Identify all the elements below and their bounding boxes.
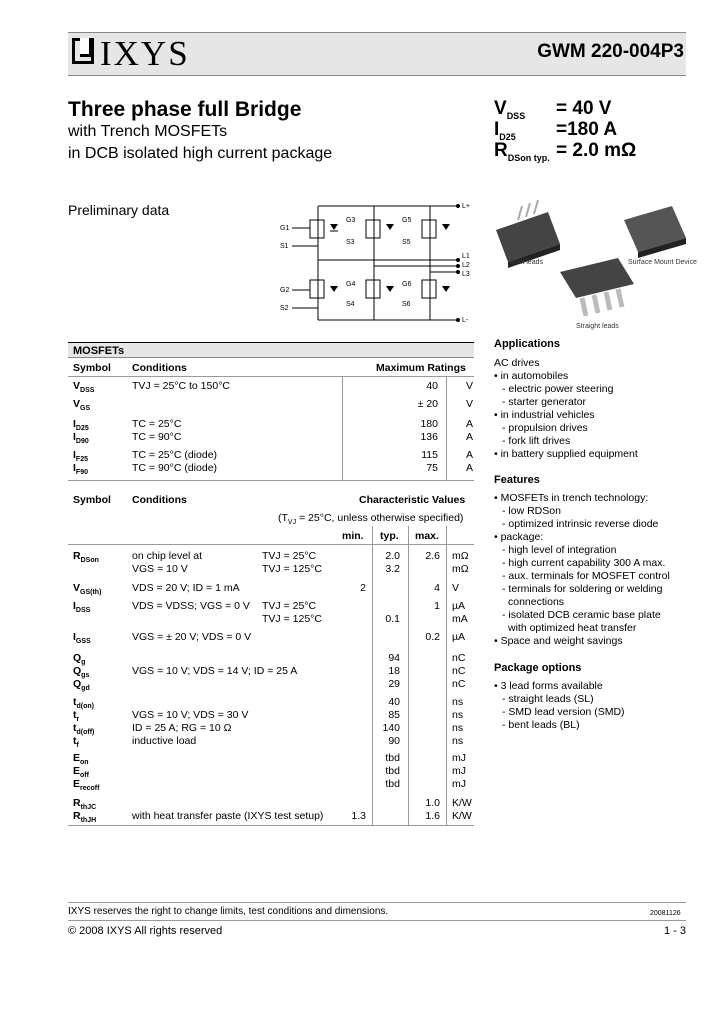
char-row-unit: K/W <box>452 810 472 822</box>
char-row-symbol: $R_{thJH}$ <box>73 810 97 825</box>
side-list-item: • in battery supplied equipment <box>494 448 638 460</box>
char-row-unit: ns <box>452 696 464 708</box>
mos-row-symbol: $I_{D25}$ <box>73 418 89 433</box>
side-list-item: - bent leads (BL) <box>502 719 580 731</box>
char-row-unit: ns <box>452 709 464 721</box>
features-title: Features <box>494 474 540 486</box>
mos-row-condition: TC = 25°C (diode) <box>132 449 218 461</box>
mos-row-symbol: $I_{F25}$ <box>73 449 88 464</box>
char-row-unit: mA <box>452 613 468 625</box>
char-row-symbol: $I_{DSS}$ <box>73 600 91 615</box>
char-row-unit: mΩ <box>452 563 469 575</box>
char-row-unit: V <box>452 582 460 594</box>
char-row-typ: 140 <box>382 722 400 734</box>
char-row-condition-2: TVJ = 25°C <box>262 600 317 612</box>
char-row-symbol: $t_{d(on)}$ <box>73 696 94 711</box>
mos-row-unit: A <box>466 449 474 461</box>
side-list-item: - starter generator <box>502 396 587 408</box>
label-s1: S1 <box>280 243 289 250</box>
date-code: 20081126 <box>650 910 681 917</box>
char-row-condition: VGS = 10 V; VDS = 30 V <box>132 709 249 721</box>
char-note: ($T_{VJ} = 25^\circ C$, unless otherwise specified) <box>278 512 464 527</box>
copyright: © 2008 IXYS All rights reserved <box>68 925 223 937</box>
spec-rdson: $R_{DSon typ.}$ = 2.0 mΩ <box>494 140 637 163</box>
side-list-item: connections <box>508 596 565 608</box>
spec-vdss: $V_{DSS}$ = 40 V <box>494 98 612 121</box>
applications-title: Applications <box>494 338 561 350</box>
char-col-min: min. <box>342 530 364 542</box>
column-divider <box>446 526 447 825</box>
char-row-symbol: $Q_{gd}$ <box>73 678 90 693</box>
char-row-typ: tbd <box>385 778 400 790</box>
char-row-symbol: $R_{DSon}$ <box>73 550 99 565</box>
mos-row-symbol: $V_{DSS}$ <box>73 380 95 395</box>
divider <box>68 480 474 481</box>
char-col-symbol: Symbol <box>73 494 111 506</box>
col-symbol: Symbol <box>73 362 111 374</box>
mos-row-condition: TVJ = 25°C to 150°C <box>132 380 230 392</box>
label-lplus: L+ <box>462 203 470 210</box>
smd-package-image <box>624 206 686 258</box>
label-l1: L1 <box>462 253 470 260</box>
char-row-max: 2.6 <box>425 550 440 562</box>
logo-text: IXYS <box>100 34 190 73</box>
char-row-symbol: $E_{on}$ <box>73 752 89 767</box>
char-row-unit: ns <box>452 735 464 747</box>
mos-row-unit: A <box>466 418 474 430</box>
label-g5: G5 <box>402 217 412 224</box>
side-list-item: • MOSFETs in trench technology: <box>494 492 649 504</box>
preliminary-label: Preliminary data <box>68 202 170 218</box>
side-list-item: - high current capability 300 A max. <box>502 557 666 569</box>
label-s4: S4 <box>346 301 355 308</box>
char-row-symbol: $Q_{gs}$ <box>73 665 90 680</box>
char-col-values: Characteristic Values <box>359 494 466 506</box>
ixys-logo-icon <box>72 38 94 64</box>
char-row-symbol: $I_{GSS}$ <box>73 631 91 646</box>
char-row-typ: 94 <box>388 652 400 664</box>
char-row-max: 1.6 <box>425 810 440 822</box>
char-row-condition-2: TVJ = 125°C <box>262 613 322 625</box>
side-list-item: - terminals for soldering or welding <box>502 583 663 595</box>
char-col-conditions: Conditions <box>132 494 187 506</box>
label-s2: S2 <box>280 305 289 312</box>
char-row-max: 0.2 <box>425 631 440 643</box>
char-col-max: max. <box>415 530 439 542</box>
label-s3: S3 <box>346 239 355 246</box>
side-list-item: - straight leads (SL) <box>502 693 594 705</box>
side-list-item: • in industrial vehicles <box>494 409 595 421</box>
mos-row-value: 115 <box>421 449 438 461</box>
mos-row-symbol: $I_{F90}$ <box>73 462 88 477</box>
char-row-typ: 85 <box>388 709 400 721</box>
char-row-symbol: $R_{thJC}$ <box>73 797 97 812</box>
char-col-typ: typ. <box>380 530 399 542</box>
side-list-item: with optimized heat transfer <box>508 622 637 634</box>
disclaimer: IXYS reserves the right to change limits, test conditions and dimensions. <box>68 906 389 917</box>
page-number: 1 - 3 <box>663 925 686 937</box>
side-list-item: - fork lift drives <box>502 435 571 447</box>
caption-straight-leads: Straight leads <box>576 323 619 330</box>
char-row-typ: 90 <box>388 735 400 747</box>
char-row-max: 1 <box>434 600 440 612</box>
char-row-unit: mΩ <box>452 550 469 562</box>
mos-row-condition: TC = 90°C (diode) <box>132 462 218 474</box>
side-list-item: • 3 lead forms available <box>494 680 603 692</box>
char-row-unit: nC <box>452 678 466 690</box>
part-number: GWM 220-004P3 <box>537 41 684 62</box>
side-list-item: • package: <box>494 531 544 543</box>
label-s6: S6 <box>402 301 411 308</box>
label-s5: S5 <box>402 239 411 246</box>
label-g4: G4 <box>346 281 356 288</box>
mos-row-symbol: $I_{D90}$ <box>73 431 89 446</box>
divider <box>68 376 474 377</box>
side-list-item: - isolated DCB ceramic base plate <box>502 609 661 621</box>
char-row-unit: K/W <box>452 797 472 809</box>
footer-divider-bottom <box>68 920 686 921</box>
divider <box>68 544 474 545</box>
package-photos <box>488 200 697 330</box>
char-row-typ: 3.2 <box>385 563 400 575</box>
subtitle-line-2: with Trench MOSFETs <box>68 123 228 140</box>
label-g1: G1 <box>280 225 290 232</box>
char-row-min: 1.3 <box>351 810 366 822</box>
label-g6: G6 <box>402 281 412 288</box>
char-row-condition: with heat transfer paste (IXYS test setup) <box>132 810 324 822</box>
char-row-unit: mJ <box>452 778 466 790</box>
mos-row-value: 40 <box>426 380 438 392</box>
caption-bent-leads: Bent leads <box>510 259 544 266</box>
col-conditions: Conditions <box>132 362 187 374</box>
label-g3: G3 <box>346 217 356 224</box>
col-max-ratings: Maximum Ratings <box>376 362 466 374</box>
char-row-symbol: $t_{d(off)}$ <box>73 722 95 737</box>
bridge-circuit-diagram <box>278 198 478 328</box>
package-options-title: Package options <box>494 662 582 674</box>
char-row-symbol: $t_r$ <box>73 709 80 724</box>
char-row-symbol: $V_{GS(th)}$ <box>73 582 102 597</box>
mos-row-unit: A <box>466 462 474 474</box>
label-lminus: L- <box>462 317 469 324</box>
char-row-condition: VDS = VDSS; VGS = 0 V <box>132 600 250 612</box>
side-list-item: - SMD lead version (SMD) <box>502 706 625 718</box>
mos-row-unit: A <box>466 431 474 443</box>
char-row-max: 4 <box>434 582 440 594</box>
mosfets-section-header: MOSFETs <box>68 342 474 358</box>
label-g2: G2 <box>280 287 290 294</box>
side-list-item: - propulsion drives <box>502 422 588 434</box>
char-row-condition: VGS = ± 20 V; VDS = 0 V <box>132 631 252 643</box>
char-row-condition: inductive load <box>132 735 197 747</box>
side-list-item: • Space and weight savings <box>494 635 623 647</box>
caption-smd: Surface Mount Device <box>628 259 697 266</box>
char-row-max: 1.0 <box>425 797 440 809</box>
char-row-condition: ID = 25 A; RG = 10 Ω <box>132 722 232 734</box>
char-row-condition: VGS = 10 V; VDS = 14 V; ID = 25 A <box>132 665 298 677</box>
char-row-typ: 0.1 <box>385 613 400 625</box>
char-row-condition-2: TVJ = 125°C <box>262 563 322 575</box>
straight-leads-package-image <box>560 258 634 316</box>
bent-leads-package-image <box>496 200 560 268</box>
char-row-unit: µA <box>452 631 466 643</box>
char-row-typ: tbd <box>385 752 400 764</box>
char-row-typ: 40 <box>388 696 400 708</box>
char-row-symbol: $E_{recoff}$ <box>73 778 100 793</box>
char-row-symbol: $Q_g$ <box>73 652 86 667</box>
side-list-item: - aux. terminals for MOSFET control <box>502 570 670 582</box>
column-divider <box>372 526 373 825</box>
mos-row-value: 180 <box>420 418 438 430</box>
char-row-unit: nC <box>452 665 466 677</box>
mos-row-condition: TC = 25°C <box>132 418 182 430</box>
side-list-item: - optimized intrinsic reverse diode <box>502 518 659 530</box>
label-l2: L2 <box>462 262 470 269</box>
side-list-item: - electric power steering <box>502 383 614 395</box>
char-row-unit: mJ <box>452 752 466 764</box>
side-list-item: - low RDSon <box>502 505 561 517</box>
column-divider <box>446 376 447 480</box>
mos-row-value: 136 <box>420 431 438 443</box>
char-row-condition: on chip level at <box>132 550 203 562</box>
spec-id25: $I_{D25}$ =180 A <box>494 119 618 142</box>
page-title: Three phase full Bridge <box>68 98 302 121</box>
char-row-condition-2: TVJ = 25°C <box>262 550 317 562</box>
side-list-item: • in automobiles <box>494 370 569 382</box>
char-row-condition: VDS = 20 V; ID = 1 mA <box>132 582 240 594</box>
subtitle-line-3: in DCB isolated high current package <box>68 145 333 162</box>
side-list-item: AC drives <box>494 357 540 369</box>
mos-row-unit: V <box>466 380 474 392</box>
side-list-item: - high level of integration <box>502 544 617 556</box>
char-row-unit: µA <box>452 600 466 612</box>
char-row-typ: 2.0 <box>385 550 400 562</box>
char-row-condition: VGS = 10 V <box>132 563 188 575</box>
char-row-unit: mJ <box>452 765 466 777</box>
footer-divider-top <box>68 902 686 903</box>
char-row-typ: 18 <box>388 665 400 677</box>
column-divider <box>342 376 343 480</box>
label-l3: L3 <box>462 271 470 278</box>
mos-row-condition: TC = 90°C <box>132 431 182 443</box>
mos-row-symbol: $V_{GS}$ <box>73 398 91 413</box>
char-row-symbol: $E_{off}$ <box>73 765 89 780</box>
mos-row-value: ± 20 <box>417 398 438 410</box>
char-row-unit: ns <box>452 722 464 734</box>
char-row-typ: 29 <box>388 678 400 690</box>
char-row-symbol: $t_f$ <box>73 735 79 750</box>
char-row-unit: nC <box>452 652 466 664</box>
mos-row-value: 75 <box>426 462 438 474</box>
char-row-typ: tbd <box>385 765 400 777</box>
column-divider <box>408 526 409 825</box>
divider <box>68 825 474 826</box>
mos-row-unit: V <box>466 398 474 410</box>
char-row-min: 2 <box>360 582 366 594</box>
